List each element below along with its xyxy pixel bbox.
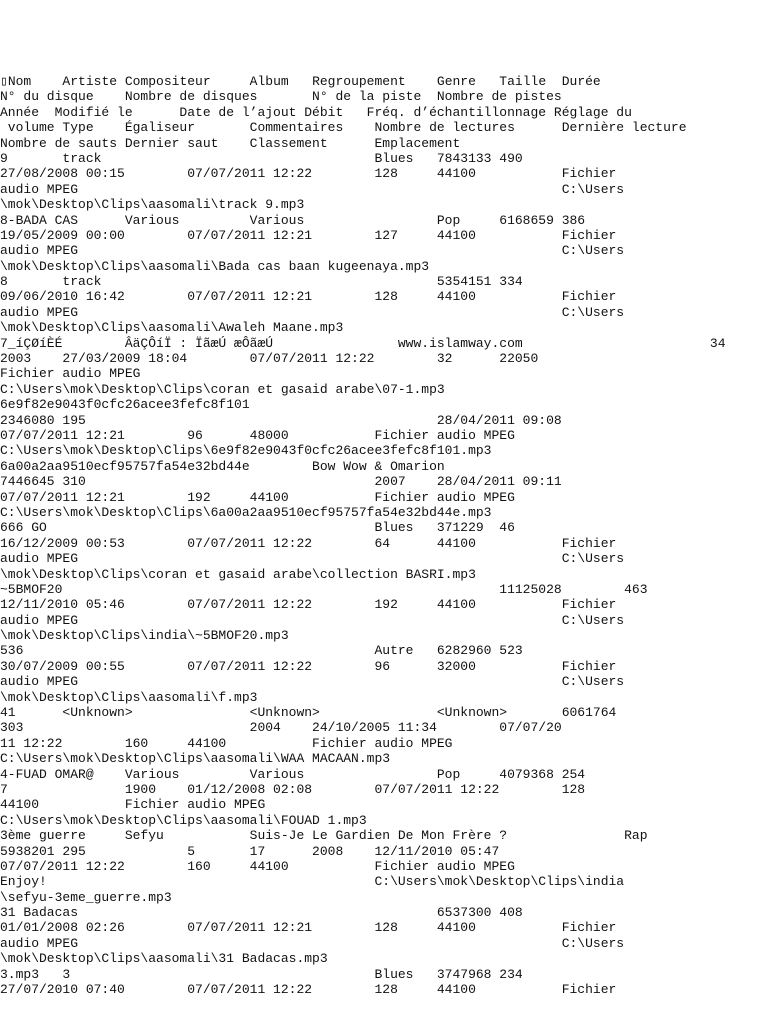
text-line: 536 Autre 6282960 523 xyxy=(0,643,523,659)
text-line: audio MPEG C:\Users xyxy=(0,243,625,259)
text-line: C:\Users\mok\Desktop\Clips\6a00a2aa9510ecf95757fa54e32bd44e.mp3 xyxy=(0,504,492,520)
text-line: \mok\Desktop\Clips\aasomali\Awaleh Maane.mp3 xyxy=(0,320,344,336)
text-line: Enjoy! C:\Users\mok\Desktop\Clips\india xyxy=(0,874,625,890)
text-line: 16/12/2009 00:53 07/07/2011 12:22 64 44100 Fichier xyxy=(0,535,617,551)
text-line: C:\Users\mok\Desktop\Clips\aasomali\WAA MACAAN.mp3 xyxy=(0,751,391,767)
text-line: 07/07/2011 12:21 192 44100 Fichier audio MPEG xyxy=(0,489,515,505)
text-line: 7 1900 01/12/2008 02:08 07/07/2011 12:22 128 xyxy=(0,781,586,797)
text-line: audio MPEG C:\Users xyxy=(0,551,625,567)
text-line: 3ème guerre Sefyu Suis-Je Le Gardien De Mon Frère ? Rap xyxy=(0,828,648,844)
text-line: 07/07/2011 12:21 96 48000 Fichier audio MPEG xyxy=(0,427,515,443)
text-line: 6e9f82e9043f0cfc26acee3fefc8f101 xyxy=(0,397,250,413)
text-line: \mok\Desktop\Clips\aasomali\Bada cas baan kugeenaya.mp3 xyxy=(0,258,430,274)
text-line: 30/07/2009 00:55 07/07/2011 12:22 96 32000 Fichier xyxy=(0,658,617,674)
text-line: Nombre de sauts Dernier saut Classement Emplacement xyxy=(0,135,461,151)
text-line: 7_íÇØíÈÉ ÂäÇÔíÏ : ÏãæÚ æÔãæÚ www.islamway.com 34 xyxy=(0,335,726,351)
text-line: 27/08/2008 00:15 07/07/2011 12:22 128 44100 Fichier xyxy=(0,166,617,182)
text-line: audio MPEG C:\Users xyxy=(0,181,625,197)
text-line: C:\Users\mok\Desktop\Clips\aasomali\FOUAD 1.mp3 xyxy=(0,812,367,828)
text-line: \mok\Desktop\Clips\india\~5BMOF20.mp3 xyxy=(0,628,289,644)
text-line: 31 Badacas 6537300 408 xyxy=(0,905,523,921)
text-line: 07/07/2011 12:22 160 44100 Fichier audio MPEG xyxy=(0,858,515,874)
document-body xyxy=(0,74,768,997)
text-line: 41 <Unknown> <Unknown> <Unknown> 6061764 xyxy=(0,705,617,721)
text-line: 6a00a2aa9510ecf95757fa54e32bd44e Bow Wow & Omarion xyxy=(0,458,445,474)
text-line: C:\Users\mok\Desktop\Clips\coran et gasaid arabe\07-1.mp3 xyxy=(0,381,445,397)
text-line: 8 track 5354151 334 xyxy=(0,274,523,290)
text-line: 09/06/2010 16:42 07/07/2011 12:21 128 44100 Fichier xyxy=(0,289,617,305)
text-line: 3.mp3 3 Blues 3747968 234 xyxy=(0,966,523,982)
text-line: 7446645 310 2007 28/04/2011 09:11 xyxy=(0,474,562,490)
text-line: 2003 27/03/2009 18:04 07/07/2011 12:22 32 22050 xyxy=(0,351,539,367)
text-line: audio MPEG C:\Users xyxy=(0,612,625,628)
text-line: \mok\Desktop\Clips\coran et gasaid arabe\collection BASRI.mp3 xyxy=(0,566,476,582)
text-line: volume Type Égaliseur Commentaires Nombre de lectures Dernière lecture xyxy=(0,120,687,136)
text-line: 27/07/2010 07:40 07/07/2011 12:22 128 44100 Fichier xyxy=(0,982,617,998)
text-line: N° du disque Nombre de disques N° de la piste Nombre de pistes xyxy=(0,89,562,105)
text-line: 8-BADA CAS Various Various Pop 6168659 386 xyxy=(0,212,586,228)
text-line: 11 12:22 160 44100 Fichier audio MPEG xyxy=(0,735,453,751)
text-line: 01/01/2008 02:26 07/07/2011 12:21 128 44100 Fichier xyxy=(0,920,617,936)
text-line: 44100 Fichier audio MPEG xyxy=(0,797,266,813)
text-line: 2346080 195 28/04/2011 09:08 xyxy=(0,412,562,428)
text-line: 19/05/2009 00:00 07/07/2011 12:21 127 44100 Fichier xyxy=(0,227,617,243)
text-line: \mok\Desktop\Clips\aasomali\track 9.mp3 xyxy=(0,197,305,213)
text-line: Année Modifié le Date de l’ajout Débit Fréq. d’échantillonnage Réglage du xyxy=(0,104,632,120)
text-line: ~5BMOF20 11125028 463 xyxy=(0,581,648,597)
text-line: audio MPEG C:\Users xyxy=(0,304,625,320)
text-line: 9 track Blues 7843133 490 xyxy=(0,150,523,166)
text-line: \mok\Desktop\Clips\aasomali\f.mp3 xyxy=(0,689,258,705)
text-line: 303 2004 24/10/2005 11:34 07/07/20 xyxy=(0,720,562,736)
text-line: Fichier audio MPEG xyxy=(0,366,141,382)
text-line: \mok\Desktop\Clips\aasomali\31 Badacas.mp3 xyxy=(0,951,328,967)
text-line: C:\Users\mok\Desktop\Clips\6e9f82e9043f0cfc26acee3fefc8f101.mp3 xyxy=(0,443,492,459)
text-line: ▯Nom Artiste Compositeur Album Regroupement Genre Taille Durée xyxy=(0,74,601,89)
text-line: 666 GO Blues 371229 46 xyxy=(0,520,515,536)
text-line: 5938201 295 5 17 2008 12/11/2010 05:47 xyxy=(0,843,500,859)
text-line: 4-FUAD OMAR@ Various Various Pop 4079368 254 xyxy=(0,766,586,782)
text-line: audio MPEG C:\Users xyxy=(0,674,625,690)
text-line: audio MPEG C:\Users xyxy=(0,935,625,951)
text-line: 12/11/2010 05:46 07/07/2011 12:22 192 44100 Fichier xyxy=(0,597,617,613)
text-line: \sefyu-3eme_guerre.mp3 xyxy=(0,889,172,905)
